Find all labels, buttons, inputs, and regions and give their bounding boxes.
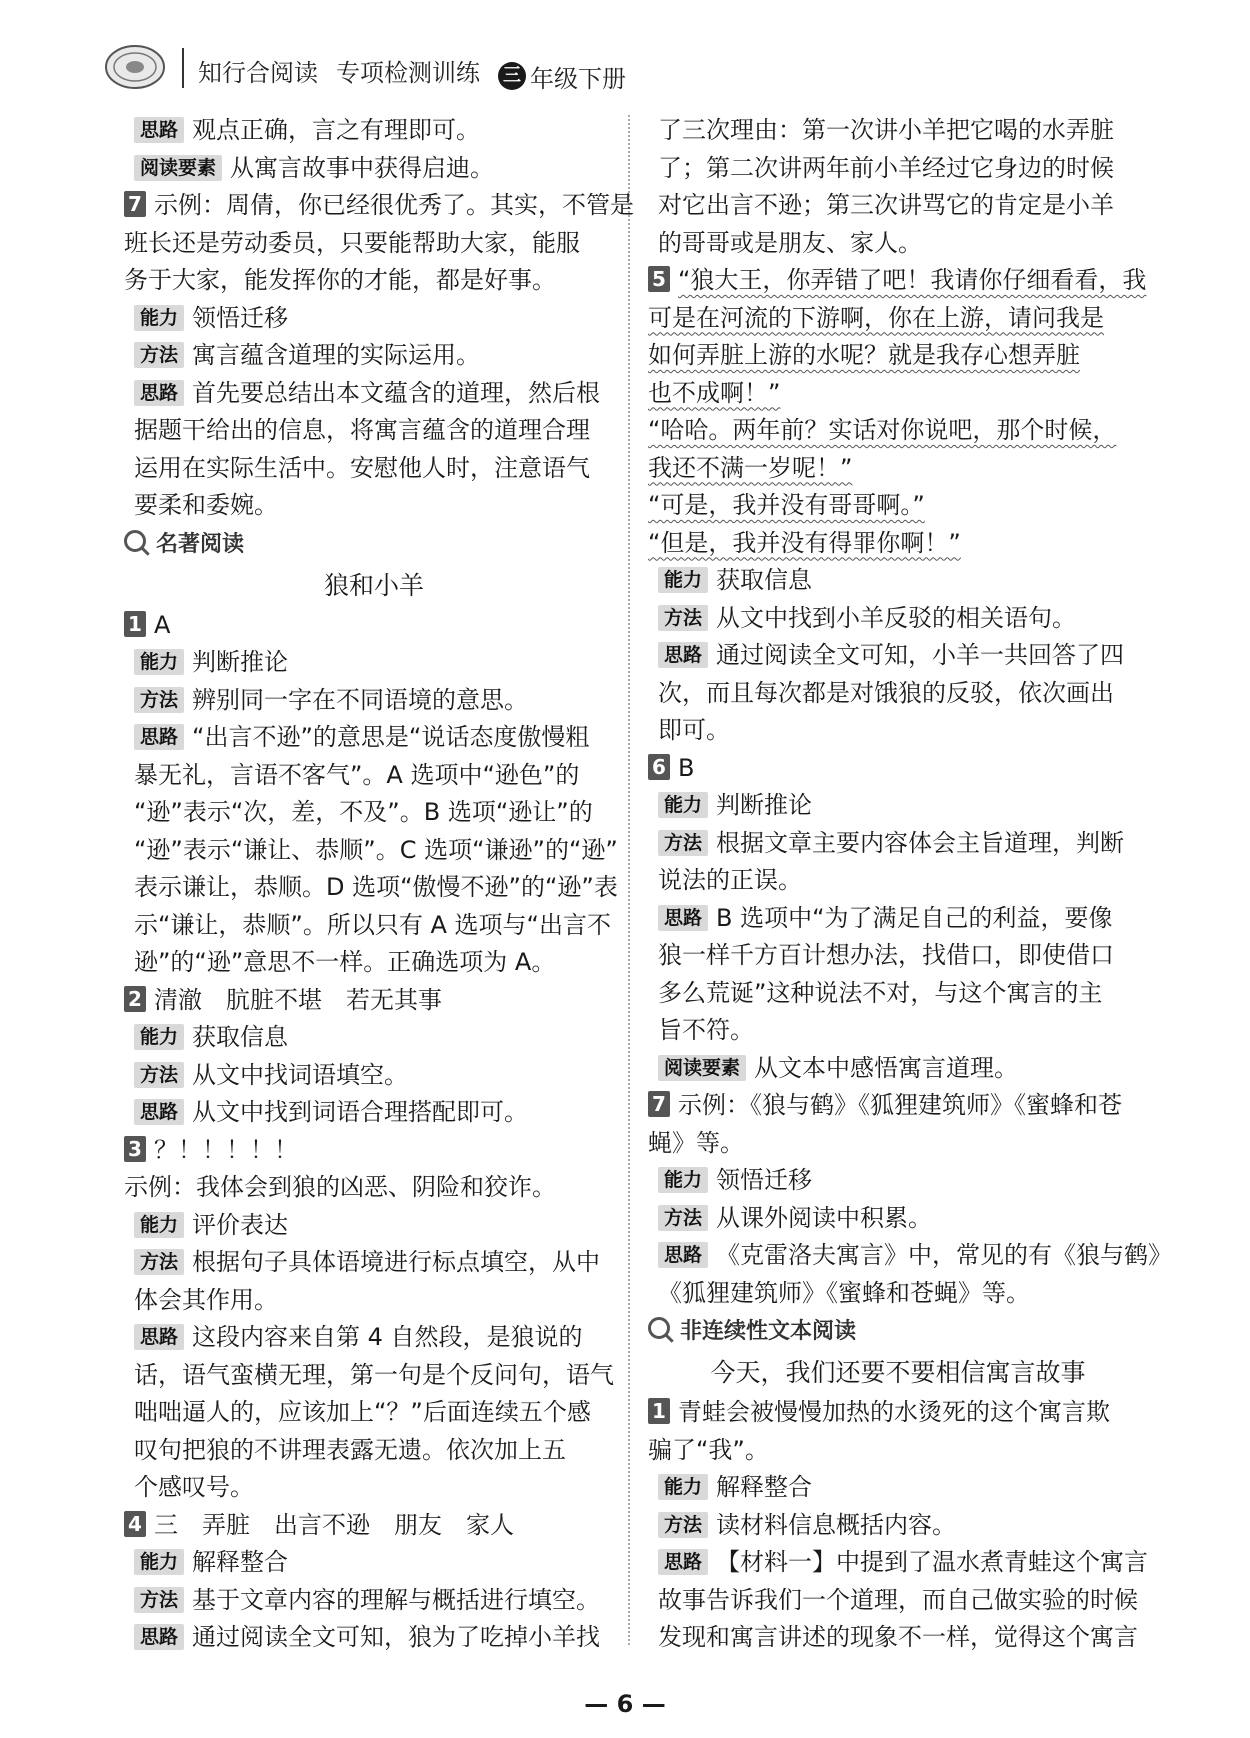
right-column [648, 112, 1173, 1657]
answer-text: “逊”表示“谦让、恭顺”。C 选项“谦逊”的“逊” [134, 835, 618, 864]
question-answer-text: 也不成啊！” [648, 378, 781, 407]
answer-line [124, 1319, 624, 1357]
label-tag: 能力 [134, 1549, 184, 1575]
answer-line [124, 337, 624, 375]
answer-text: 叹句把狼的不讲理表露无遗。依次加上五 [134, 1435, 566, 1464]
label-tag: 能力 [134, 1212, 184, 1238]
question-answer-text: 我还不满一岁呢！” [648, 453, 853, 482]
label-tag: 思路 [134, 724, 184, 750]
header-separator [182, 48, 184, 88]
question-answer-text: 清澈 肮脏不堪 若无其事 [154, 985, 442, 1014]
answer-line [124, 1282, 624, 1320]
answer-text: 辨别同一字在不同语境的意思。 [192, 685, 529, 714]
answer-line [648, 1200, 1148, 1238]
answer-line [124, 1207, 624, 1245]
answer-line [648, 600, 1148, 638]
question-line [124, 1132, 624, 1170]
answer-line [124, 1619, 624, 1657]
label-tag: 思路 [658, 1242, 708, 1268]
label-tag: 方法 [134, 1062, 184, 1088]
answer-text: 狼一样千方百计想办法，找借口，即使借口 [658, 941, 1114, 969]
question-answer-text: 示例：我体会到狼的凶恶、阴险和狡诈。 [124, 1173, 556, 1201]
question-line [648, 1432, 1148, 1470]
question-line [648, 1087, 1148, 1125]
answer-line [124, 112, 624, 150]
series-name: 知行合阅读 [198, 59, 318, 87]
answer-text: 评价表达 [192, 1210, 289, 1239]
question-line [124, 607, 624, 645]
answer-line [648, 1544, 1148, 1582]
grade-label [498, 59, 626, 94]
question-answer-text: 示例：周倩，你已经很优秀了。其实，不管是 [154, 191, 634, 219]
answer-line [124, 794, 624, 832]
question-line [124, 262, 624, 300]
publisher-logo-icon [104, 44, 166, 90]
answer-line [648, 1237, 1173, 1275]
answer-text: 咄咄逼人的，应该加上“？”后面连续五个感 [134, 1398, 591, 1426]
question-line [648, 300, 1148, 338]
answer-line [648, 1582, 1148, 1620]
section-heading [648, 1312, 1148, 1352]
answer-line [124, 412, 624, 450]
answer-text: 《克雷洛夫寓言》中，常见的有《狼与鹤》 [716, 1241, 1173, 1269]
question-answer-text: “但是，我并没有得罪你啊！” [648, 528, 961, 557]
question-number-badge: 4 [124, 1511, 146, 1537]
label-tag: 方法 [134, 687, 184, 713]
question-number-badge: 1 [124, 611, 146, 637]
label-tag: 方法 [658, 830, 708, 856]
label-tag: 思路 [134, 1624, 184, 1650]
answer-text: 示“谦让，恭顺”。所以只有 A 选项与“出言不 [134, 910, 611, 939]
question-answer-text: 如何弄脏上游的水呢？就是我存心想弄脏 [648, 341, 1080, 369]
header-title [198, 53, 626, 94]
answer-text: 通过阅读全文可知，狼为了吃掉小羊找 [192, 1623, 601, 1651]
answer-text: 这段内容来自第 4 自然段，是狼说的 [192, 1323, 583, 1351]
continued-text: 了三次理由：第一次讲小羊把它喝的水弄脏 [658, 116, 1114, 144]
answer-line [124, 150, 624, 188]
answer-text: 旨不符。 [658, 1016, 754, 1044]
label-tag: 能力 [658, 567, 708, 593]
question-answer-text: “哈哈。两年前？实话对你说吧，那个时候， [648, 416, 1117, 444]
question-line [648, 525, 1148, 563]
answer-text: 即可。 [658, 716, 730, 744]
answer-text: 从寓言故事中获得启迪。 [230, 153, 495, 182]
question-number-badge: 5 [648, 266, 670, 292]
passage-title: 狼和小羊 [323, 570, 424, 600]
answer-line [124, 719, 624, 757]
question-line [124, 982, 624, 1020]
label-tag: 思路 [134, 1099, 184, 1125]
answer-line [648, 1619, 1148, 1657]
answer-line [124, 1094, 624, 1132]
question-answer-text: 务于大家，能发挥你的才能，都是好事。 [124, 266, 556, 294]
answer-text: 从文中找到词语合理搭配即可。 [192, 1098, 529, 1126]
answer-text: 获取信息 [716, 566, 813, 594]
label-tag: 思路 [658, 1549, 708, 1575]
continued-text: 了；第二次讲两年前小羊经过它身边的时候 [658, 153, 1114, 182]
answer-text: 从课外阅读中积累。 [716, 1203, 933, 1232]
answer-line [648, 900, 1148, 938]
answer-text: 从文中找词语填空。 [192, 1060, 409, 1089]
magnifier-icon [648, 1317, 670, 1339]
answer-line [124, 944, 624, 982]
answer-text: 寓言蕴含道理的实际运用。 [192, 341, 481, 369]
answer-line [124, 869, 624, 907]
answer-line [648, 1162, 1148, 1200]
question-number-badge: 6 [648, 754, 670, 780]
question-answer-text: 示例：《狼与鹤》《狐狸建筑师》《蜜蜂和苍 [678, 1091, 1122, 1119]
answer-line [648, 1050, 1148, 1088]
answer-text: 解释整合 [192, 1548, 289, 1576]
answer-text: 根据句子具体语境进行标点填空，从中 [192, 1248, 601, 1276]
label-tag: 能力 [658, 1167, 708, 1193]
answer-line [648, 712, 1148, 750]
label-tag: 方法 [134, 1587, 184, 1613]
section-heading-text: 非连续性文本阅读 [680, 1319, 857, 1344]
answer-text: 判断推论 [192, 648, 289, 676]
answer-line [124, 1469, 624, 1507]
answer-line [648, 787, 1148, 825]
question-answer-text: “可是，我并没有哥哥啊。” [648, 491, 925, 519]
question-number-badge: 3 [124, 1136, 146, 1162]
column-divider [628, 115, 630, 1645]
answer-text: 判断推论 [716, 791, 813, 819]
grade-number-badge: 三 [498, 62, 526, 90]
label-tag: 思路 [658, 905, 708, 931]
label-tag: 能力 [134, 1024, 184, 1050]
answer-line [124, 907, 624, 945]
answer-text: 要柔和委婉。 [134, 491, 278, 519]
answer-text: 从文本中感悟寓言道理。 [754, 1053, 1019, 1082]
answer-line [124, 450, 624, 488]
grade-rest: 年级下册 [530, 64, 626, 93]
question-answer-text: 三 弄脏 出言不逊 朋友 家人 [154, 1510, 514, 1539]
series-subtitle: 专项检测训练 [336, 59, 480, 87]
question-answer-text: B [678, 753, 695, 782]
answer-text: 获取信息 [192, 1023, 289, 1051]
question-line [124, 1507, 624, 1545]
question-line [648, 750, 1148, 788]
answer-line [648, 937, 1148, 975]
answer-line [124, 1244, 624, 1282]
answer-text: 话，语气蛮横无理，第一句是个反问句，语气 [134, 1360, 614, 1389]
continued-text: 对它出言不逊；第三次讲骂它的肯定是小羊 [658, 191, 1114, 219]
question-answer-text: ？！！！！！ [154, 1135, 298, 1164]
answer-line [648, 1469, 1148, 1507]
label-tag: 阅读要素 [658, 1055, 746, 1081]
page-number: — 6 — [584, 1690, 666, 1718]
label-tag: 思路 [134, 380, 184, 406]
passage-title: 今天，我们还要不要相信寓言故事 [710, 1358, 1086, 1387]
question-line [648, 450, 1148, 488]
label-tag: 方法 [658, 1205, 708, 1231]
answer-line [124, 1357, 624, 1395]
answer-text: 观点正确，言之有理即可。 [192, 116, 481, 144]
answer-text: 首先要总结出本文蕴含的道理，然后根 [192, 378, 601, 407]
section-heading-text: 名著阅读 [156, 531, 245, 557]
answer-line [648, 562, 1148, 600]
label-tag: 阅读要素 [134, 155, 222, 181]
left-column [124, 112, 634, 1657]
answer-text: 运用在实际生活中。安慰他人时，注意语气 [134, 453, 590, 482]
answer-text: “逊”表示“次，差，不及”。B 选项“逊让”的 [134, 798, 593, 826]
question-answer-text: “狼大王，你弄错了吧！我请你仔细看看，我 [678, 266, 1147, 294]
answer-text: 表示谦让，恭顺。D 选项“傲慢不逊”的“逊”表 [134, 873, 618, 901]
label-tag: 方法 [658, 1512, 708, 1538]
answer-line [648, 862, 1148, 900]
answer-text: 个感叹号。 [134, 1473, 254, 1501]
answer-text: 通过阅读全文可知，小羊一共回答了四 [716, 641, 1125, 669]
question-line [648, 487, 1148, 525]
question-line [124, 225, 624, 263]
answer-line [648, 1012, 1148, 1050]
answer-line [124, 1544, 624, 1582]
section-heading [124, 525, 624, 565]
answer-text: 发现和寓言讲述的现象不一样，觉得这个寓言 [658, 1623, 1138, 1651]
label-tag: 能力 [134, 649, 184, 675]
answer-line [648, 1507, 1148, 1545]
question-line [648, 375, 1148, 413]
answer-line [124, 1582, 624, 1620]
label-tag: 思路 [134, 1324, 184, 1350]
answer-text: 据题干给出的信息，将寓言蕴含的道理合理 [134, 416, 590, 444]
answer-line [124, 375, 624, 413]
question-line [648, 1125, 1148, 1163]
question-answer-text: 可是在河流的下游啊，你在上游，请问我是 [648, 303, 1104, 332]
answer-line [124, 1432, 624, 1470]
label-tag: 思路 [658, 642, 708, 668]
answer-line [124, 1019, 624, 1057]
question-line [648, 337, 1148, 375]
question-line [648, 1394, 1148, 1432]
answer-text: 根据文章主要内容体会主旨道理，判断 [716, 828, 1125, 857]
answer-line [124, 832, 624, 870]
answer-text: 说法的正误。 [658, 866, 802, 894]
question-line [648, 412, 1148, 450]
question-answer-text: 班长还是劳动委员，只要能帮助大家，能服 [124, 228, 580, 257]
magnifier-icon [124, 530, 146, 552]
answer-line [648, 1275, 1148, 1313]
answer-line [648, 675, 1148, 713]
label-tag: 方法 [134, 342, 184, 368]
answer-text: B 选项中“为了满足自己的利益，要像 [716, 903, 1113, 932]
question-number-badge: 7 [124, 191, 146, 217]
answer-line [124, 682, 624, 720]
answer-text: 领悟迁移 [716, 1166, 813, 1194]
answer-text: “出言不逊”的意思是“说话态度傲慢粗 [192, 723, 590, 751]
answer-text: 次，而且每次都是对饿狼的反驳，依次画出 [658, 678, 1114, 707]
answer-text: 体会其作用。 [134, 1285, 278, 1314]
answer-line [648, 975, 1148, 1013]
answer-text: 解释整合 [716, 1473, 813, 1501]
answer-text: 故事告诉我们一个道理，而自己做实验的时候 [658, 1585, 1138, 1614]
question-number-badge: 2 [124, 986, 146, 1012]
label-tag: 思路 [134, 117, 184, 143]
answer-line [124, 487, 624, 525]
answer-line [124, 300, 624, 338]
question-answer-text: 骗了“我”。 [648, 1435, 769, 1464]
label-tag: 方法 [658, 605, 708, 631]
answer-text: 暴无礼，言语不客气”。A 选项中“逊色”的 [134, 760, 580, 789]
answer-line [124, 644, 624, 682]
question-answer-text: 青蛙会被慢慢加热的水烫死的这个寓言欺 [678, 1398, 1110, 1426]
question-answer-text: 蝇》等。 [648, 1128, 744, 1157]
answer-text: 领悟迁移 [192, 303, 289, 332]
answer-line [648, 637, 1148, 675]
question-number-badge: 7 [648, 1091, 670, 1117]
question-answer-text: A [154, 610, 171, 639]
label-tag: 方法 [134, 1249, 184, 1275]
answer-text: 从文中找到小羊反驳的相关语句。 [716, 603, 1077, 632]
answer-line [124, 1394, 624, 1432]
question-line [124, 1169, 624, 1207]
question-number-badge: 1 [648, 1398, 670, 1424]
continued-text: 的哥哥或是朋友、家人。 [658, 228, 922, 257]
answer-text: 多么荒诞”这种说法不对，与这个寓言的主 [658, 978, 1103, 1007]
label-tag: 能力 [658, 792, 708, 818]
answer-line [648, 825, 1148, 863]
answer-line [124, 757, 624, 795]
label-tag: 能力 [134, 305, 184, 331]
label-tag: 能力 [658, 1474, 708, 1500]
answer-text: 基于文章内容的理解与概括进行填空。 [192, 1585, 601, 1614]
question-line [124, 187, 634, 225]
answer-text: 【材料一】中提到了温水煮青蛙这个寓言 [716, 1548, 1149, 1576]
page-header [104, 40, 1154, 100]
answer-text: 读材料信息概括内容。 [716, 1510, 957, 1539]
answer-text: 《狐狸建筑师》《蜜蜂和苍蝇》等。 [658, 1278, 1030, 1307]
answer-text: 逊”的“逊”意思不一样。正确选项为 A。 [134, 948, 556, 976]
answer-line [124, 1057, 624, 1095]
question-line [648, 262, 1148, 300]
